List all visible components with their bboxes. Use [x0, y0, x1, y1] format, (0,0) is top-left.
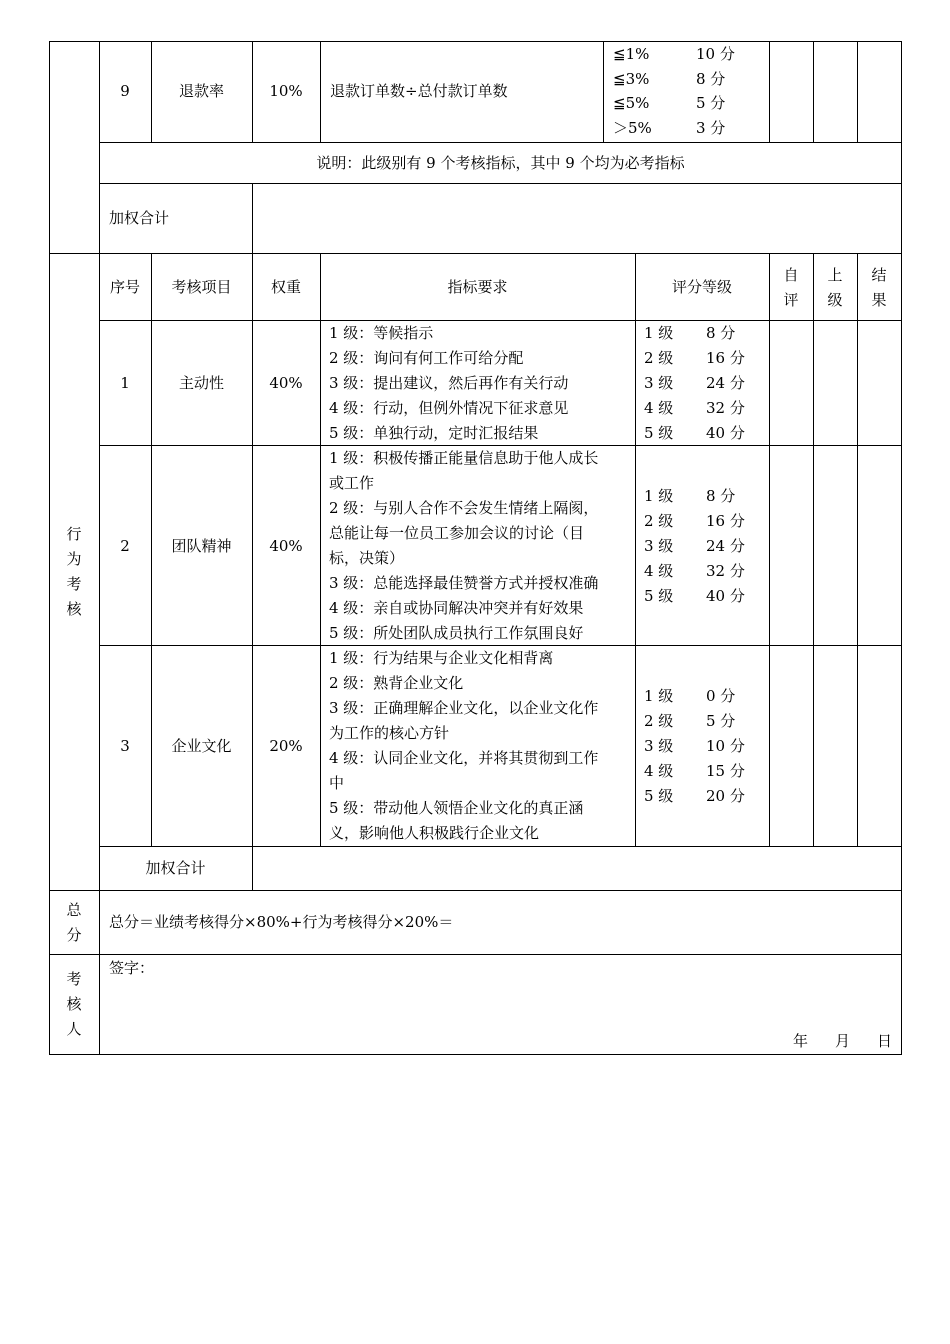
table-line — [49, 253, 902, 254]
total-score-label: 总分 — [66, 901, 82, 944]
grade-level: 1 级 — [644, 687, 674, 705]
requirement-line: 3 级：提出建议，然后再作有关行动 — [329, 374, 569, 392]
assessor-label: 考核人 — [66, 970, 82, 1038]
row9-score-pts: 3 分 — [696, 119, 726, 137]
grade-level: 2 级 — [644, 512, 674, 530]
requirement-line: 5 级：所处团队成员执行工作氛围良好 — [329, 624, 584, 642]
table-border-right — [901, 41, 902, 1055]
row9-score-pts: 5 分 — [696, 94, 726, 112]
grade-points: 24 分 — [706, 374, 745, 392]
result-cell[interactable] — [858, 446, 901, 645]
table-line — [252, 253, 253, 890]
requirement-line: 1 级：积极传播正能量信息助于他人成长 — [329, 449, 599, 467]
row9-score-cond: ≦5% — [613, 94, 650, 112]
superior-eval-cell[interactable] — [814, 42, 857, 142]
self-eval-cell[interactable] — [770, 446, 813, 645]
header-result: 结 — [871, 266, 887, 284]
requirement-line: 2 级：与别人合作不会发生情绪上隔阂， — [329, 499, 599, 517]
row9-num: 9 — [120, 82, 130, 100]
grade-points: 24 分 — [706, 537, 745, 555]
grade-points: 10 分 — [706, 737, 745, 755]
table-line — [49, 954, 902, 955]
row9-weight: 10% — [269, 82, 303, 100]
date-day: 日 — [877, 1032, 893, 1050]
row-item: 企业文化 — [171, 737, 232, 755]
requirement-line: 中 — [329, 774, 345, 792]
signature-label: 签字： — [109, 959, 155, 977]
grade-points: 5 分 — [706, 712, 736, 730]
behavior-section-label: 行为考核 — [66, 525, 82, 618]
grade-points: 8 分 — [706, 487, 736, 505]
total-formula: 总分＝业绩考核得分×80%+行为考核得分×20%＝ — [109, 913, 454, 931]
grade-points: 40 分 — [706, 424, 745, 442]
requirement-line: 3 级：正确理解企业文化，以企业文化作 — [329, 699, 599, 717]
header-seq: 序号 — [109, 278, 140, 296]
requirement-line: 2 级：询问有何工作可给分配 — [329, 349, 524, 367]
row-item: 主动性 — [178, 374, 224, 392]
grade-level: 3 级 — [644, 737, 674, 755]
grade-level: 4 级 — [644, 399, 674, 417]
weighted-total-label: 加权合计 — [109, 209, 170, 227]
header-result: 果 — [871, 291, 887, 309]
result-cell[interactable] — [858, 646, 901, 846]
table-line — [320, 41, 321, 142]
header-weight: 权重 — [270, 278, 301, 296]
self-eval-cell[interactable] — [770, 321, 813, 445]
superior-eval-cell[interactable] — [814, 446, 857, 645]
grade-level: 1 级 — [644, 324, 674, 342]
self-eval-cell[interactable] — [770, 646, 813, 846]
superior-eval-cell[interactable] — [814, 646, 857, 846]
table-line — [99, 142, 902, 143]
row-weight: 40% — [269, 374, 303, 392]
signature-field[interactable] — [100, 980, 790, 1040]
requirement-line: 4 级：行动，但例外情况下征求意见 — [329, 399, 569, 417]
row9-score-cond: ≦1% — [613, 45, 650, 63]
grade-level: 4 级 — [644, 762, 674, 780]
row-weight: 20% — [269, 737, 303, 755]
table-border-left — [49, 41, 50, 1055]
row9-formula: 退款订单数÷总付款订单数 — [330, 82, 508, 100]
grade-level: 5 级 — [644, 787, 674, 805]
requirement-line: 标，决策） — [329, 549, 405, 567]
table-border-bottom — [49, 1054, 902, 1055]
requirement-line: 1 级：等候指示 — [329, 324, 434, 342]
grade-points: 40 分 — [706, 587, 745, 605]
grade-level: 1 级 — [644, 487, 674, 505]
grade-points: 16 分 — [706, 512, 745, 530]
requirement-line: 2 级：熟背企业文化 — [329, 674, 464, 692]
weighted-total-value-cell[interactable] — [253, 847, 901, 890]
weighted-total-label: 加权合计 — [145, 859, 206, 877]
table-line — [603, 41, 604, 142]
row-num: 3 — [120, 737, 130, 755]
grade-level: 3 级 — [644, 537, 674, 555]
requirement-line: 4 级：认同企业文化，并将其贯彻到工作 — [329, 749, 599, 767]
requirement-line: 义，影响他人积极践行企业文化 — [329, 824, 540, 842]
grade-level: 3 级 — [644, 374, 674, 392]
grade-points: 32 分 — [706, 399, 745, 417]
result-cell[interactable] — [858, 321, 901, 445]
superior-eval-cell[interactable] — [814, 321, 857, 445]
header-grade: 评分等级 — [671, 278, 732, 296]
result-cell[interactable] — [858, 42, 901, 142]
row-item: 团队精神 — [171, 537, 232, 555]
row9-item: 退款率 — [178, 82, 224, 100]
row9-score-cond: ≦3% — [613, 70, 650, 88]
grade-points: 0 分 — [706, 687, 736, 705]
row9-score-pts: 8 分 — [696, 70, 726, 88]
grade-level: 5 级 — [644, 424, 674, 442]
self-eval-cell[interactable] — [770, 42, 813, 142]
grade-points: 15 分 — [706, 762, 745, 780]
table-line — [49, 890, 902, 891]
grade-points: 32 分 — [706, 562, 745, 580]
date-year: 年 — [793, 1032, 809, 1050]
header-self-eval: 评 — [783, 291, 799, 309]
grade-level: 2 级 — [644, 349, 674, 367]
header-self-eval: 自 — [783, 266, 799, 284]
grade-points: 16 分 — [706, 349, 745, 367]
requirement-line: 3 级：总能选择最佳赞誉方式并授权准确 — [329, 574, 599, 592]
table-line — [635, 253, 636, 846]
row9-score-pts: 10 分 — [696, 45, 735, 63]
weighted-total-value-cell[interactable] — [253, 184, 901, 253]
requirement-line: 为工作的核心方针 — [329, 724, 450, 742]
date-month: 月 — [835, 1032, 851, 1050]
header-item: 考核项目 — [171, 278, 232, 296]
requirement-line: 5 级：单独行动，定时汇报结果 — [329, 424, 539, 442]
header-superior: 上 — [827, 266, 843, 284]
row-weight: 40% — [269, 537, 303, 555]
row9-score-cond: ＞5% — [613, 119, 652, 137]
grade-level: 2 级 — [644, 712, 674, 730]
table-line — [320, 253, 321, 846]
requirement-line: 1 级：行为结果与企业文化相背离 — [329, 649, 554, 667]
grade-points: 8 分 — [706, 324, 736, 342]
grade-level: 5 级 — [644, 587, 674, 605]
row-num: 1 — [120, 374, 130, 392]
requirement-line: 或工作 — [329, 474, 375, 492]
grade-points: 20 分 — [706, 787, 745, 805]
requirement-line: 总能让每一位员工参加会议的讨论（目 — [329, 524, 585, 542]
header-superior: 级 — [827, 291, 843, 309]
note-text: 说明：此级别有 9 个考核指标，其中 9 个均为必考指标 — [316, 154, 685, 172]
grade-level: 4 级 — [644, 562, 674, 580]
requirement-line: 5 级：带动他人领悟企业文化的真正涵 — [329, 799, 584, 817]
row-num: 2 — [120, 537, 130, 555]
header-requirement: 指标要求 — [447, 278, 508, 296]
requirement-line: 4 级：亲自或协同解决冲突并有好效果 — [329, 599, 584, 617]
